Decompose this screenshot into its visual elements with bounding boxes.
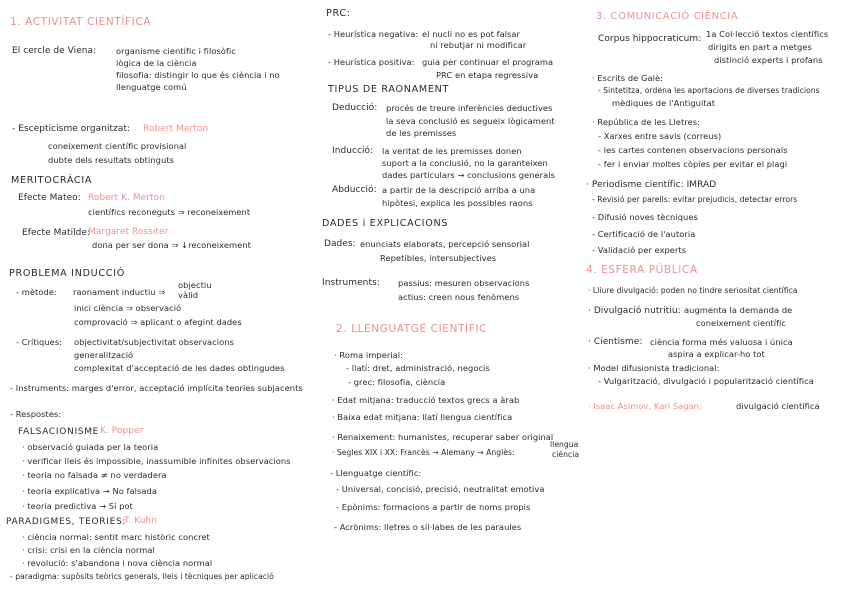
induccio-line-2: suport a la conclusió, no la garanteixen [382,158,548,168]
periodisme-label: · Periodisme científic: IMRAD [586,180,717,190]
abduccio-label: Abducció: [332,185,377,195]
escrits-gale-line-1: - Sintetitza, ordena les aportacions de diverses tradicions [598,86,820,95]
heuristica-negativa-line-1: el nucli no es pot falsar [422,29,521,39]
section-title-llenguatge: 2. LLENGUATGE CIENTÍFIC [336,323,487,335]
periodisme-line-4: - Validació per experts [592,245,687,255]
paradigmes-line-1: · ciència normal: sentit marc històric concret [22,532,210,542]
escrits-gale-line-2: mèdiques de l'Antiguitat [612,98,716,108]
corpus-line-3: distinció experts i profans [714,55,823,65]
corpus-line-1: 1a Col·lecció textos científics [706,29,829,39]
section-title-esfera: 4. ESFERA PÚBLICA [586,264,698,276]
asimov-sagan-names: · Isaac Asimov, Karl Sagan: [588,401,702,411]
llenguatge-line-2: - Epònims: formacions a partir de noms propis [336,502,531,512]
roma-llati: - llatí: dret, administració, negocis [346,363,490,373]
lliure-divulgacio: · Lliure divulgació: poden no tindre seriositat científica [588,286,798,295]
induccio-line-3: dades particulars → conclusions generals [382,170,555,180]
periodisme-line-1: - Revisió per parells: evitar prejudicis, detectar errors [592,195,798,204]
escrits-gale-label: · Escrits de Galè: [592,73,663,83]
metode-line-3: comprovació ⇒ aplicant o afegint dades [74,317,242,327]
paradigma-line: - paradigma: supòsits teòrics generals, lleis i tècniques per aplicació [10,572,274,581]
induccio-label: Inducció: [332,146,374,156]
efecte-matilde-line: dona per ser dona ⇒ ↓reconeixement [92,240,251,250]
abduccio-line-1: a partir de la descripció arriba a una [382,185,536,195]
falsacionisme-line-5: · teoria predictiva → Sí pot [22,501,133,511]
baixa-edat-mitjana: · Baixa edat mitjana: llatí llengua científica [332,412,513,422]
heuristica-positiva-label: - Heurística positiva: [328,57,415,67]
dades-explicacions-heading: DADES i EXPLICACIONS [322,218,449,229]
paradigmes-label: PARADIGMES, TEORIES: [6,517,127,527]
viena-line-1: organisme científic i filosòfic [116,46,236,56]
cientisme-line-1: ciència forma més valuosa i única [650,337,793,347]
metode-line-2: inici ciència ⇒ observació [74,303,182,313]
segles-note-ciencia: ciència [552,450,580,459]
heuristica-positiva-line-1: guia per continuar el programa [422,57,554,67]
falsacionisme-author: K. Popper [100,426,144,436]
divulgacio-line-2: coneixement científic [696,318,787,328]
corpus-line-2: dirigits en part a metges [708,42,812,52]
viena-line-4: llenguatge comú [116,82,187,92]
tipus-raonament-heading: TIPUS DE RAONAMENT [328,84,450,95]
viena-line-3: filosofia: distingir lo que és ciència i no [116,70,280,80]
metode-label: - mètode: [16,287,57,297]
roma-grec: - grec: filosofia, ciència [348,377,446,387]
falsacionisme-line-3: · teoria no falsada ≠ no verdadera [22,470,167,480]
segles-note-llengua: llengua [550,440,579,449]
periodisme-line-2: - Difusió noves tècniques [592,212,698,222]
periodisme-line-3: - Certificació de l'autoria [592,229,696,239]
falsacionisme-label: FALSACIONISME [18,427,100,437]
dades-label: Dades: [324,239,356,249]
deduccio-line-2: la seva conclusió es segueix lògicament [386,116,555,126]
paradigmes-author: T. Kuhn [124,516,158,526]
respostes-label: - Respostes: [10,409,62,419]
instruments-passius: passius: mesuren observacions [398,278,530,288]
metode-line-1: raonament inductiu ⇒ [73,287,166,297]
escepticisme-line-2: dubte dels resultats obtinguts [48,155,174,165]
critiques-label: - Crítiques: [16,337,63,347]
induccio-line-1: la veritat de les premisses donen [382,146,522,156]
cientisme-label: · Cientisme: [588,337,643,347]
heuristica-negativa-label: - Heurística negativa: [328,29,419,39]
paradigmes-line-2: · crisi: crisi en la ciència normal [22,545,155,555]
prc-heading: PRC: [326,8,351,19]
critiques-line-3: complexitat d'acceptació de les dades obtingudes [74,363,285,373]
republica-line-1: - Xarxes entre savis (correus) [598,131,722,141]
republica-line-3: - fer i enviar moltes còpies per evitar el plagi [598,159,788,169]
instruments-line: - Instruments: marges d'error, acceptació implícita teories subjacents [10,383,303,393]
republica-lletres-label: · República de les Lletres: [592,117,700,127]
efecte-matilde-author: Margaret Rossiter [88,227,169,237]
dades-line-1: enunciats elaborats, percepció sensorial [360,239,530,249]
falsacionisme-line-1: · observació guiada per la teoria [22,442,159,452]
section-title-activitat: 1. ACTIVITAT CIENTÍFICA [10,16,152,28]
renaixement: · Renaixement: humanistes, recuperar saber original [332,432,554,442]
divulgacio-line-1: augmenta la demanda de [684,305,793,315]
abduccio-line-2: hipòtesi, explica les possibles raons [382,198,533,208]
meritocracia-heading: MERITOCRÀCIA [11,175,93,186]
falsacionisme-line-4: · teoria explicativa → No falsada [22,486,157,496]
model-difusionista-label: · Model difusionista tradicional: [588,363,720,373]
deduccio-line-3: de les premisses [386,128,457,138]
section-title-comunicacio: 3. COMUNICACIÓ CIÈNCIA [596,11,739,22]
dades-line-2: Repetibles, intersubjectives [380,253,497,263]
escepticisme-author: Robert Merton [143,124,209,134]
viena-line-2: lògica de la ciència [116,58,197,68]
model-difusionista-line: - Vulgarització, divulgació i popularització científica [598,376,814,386]
metode-objectiu: objectiu [178,280,212,290]
efecte-matilde-label: Efecte Matilde: [22,228,91,238]
divulgacio-label: · Divulgació nutritiu: [588,306,681,316]
instruments-actius: actius: creen nous fenòmens [398,292,520,302]
escepticisme-label: - Escepticisme organitzat: [12,124,131,134]
paradigmes-line-3: · revolució: s'abandona i nova ciència normal [22,558,213,568]
deduccio-label: Deducció: [332,103,378,113]
corpus-label: Corpus hippocraticum: [598,34,702,44]
viena-label: El cercle de Viena: [12,46,97,56]
instruments-label: Instruments: [322,278,380,288]
falsacionisme-line-2: · verificar lleis és impossible, inassumible infinites observacions [22,456,291,466]
republica-line-2: - les cartes contenen observacions personals [598,145,788,155]
critiques-line-1: objectivitat/subjectivitat observacions [74,337,234,347]
llenguatge-line-3: - Acrònims: lletres o síl·labes de les paraules [334,522,522,532]
llenguatge-cientific-label: - Llenguatge científic: [330,468,422,478]
deduccio-line-1: procés de treure inferències deductives [386,103,553,113]
roma-imperial-label: · Roma imperial: [334,350,404,360]
escepticisme-line-1: coneixement científic provisional [48,141,187,151]
cientisme-line-2: aspira a explicar-ho tot [668,349,765,359]
heuristica-negativa-line-2: ni rebutjar ni modificar [430,40,527,50]
heuristica-positiva-line-2: PRC en etapa regressiva [436,70,539,80]
metode-valid: vàlid [178,290,199,300]
efecte-mateo-label: Efecte Mateo: [18,193,81,203]
asimov-sagan-divulgacio: divulgació científica [736,401,820,411]
efecte-mateo-line: científics reconeguts ⇒ reconeixement [88,207,251,217]
efecte-mateo-author: Robert K. Merton [88,193,165,203]
segles-xix-xx: · Segles XIX i XX: Francès → Alemany → Anglès: [332,448,515,457]
edat-mitjana: · Edat mitjana: traducció textos grecs a àrab [332,395,520,405]
llenguatge-line-1: - Universal, concisió, precisió, neutralitat emotiva [336,484,545,494]
problema-induccio-heading: PROBLEMA INDUCCIÓ [9,268,125,279]
critiques-line-2: generalització [74,350,134,360]
